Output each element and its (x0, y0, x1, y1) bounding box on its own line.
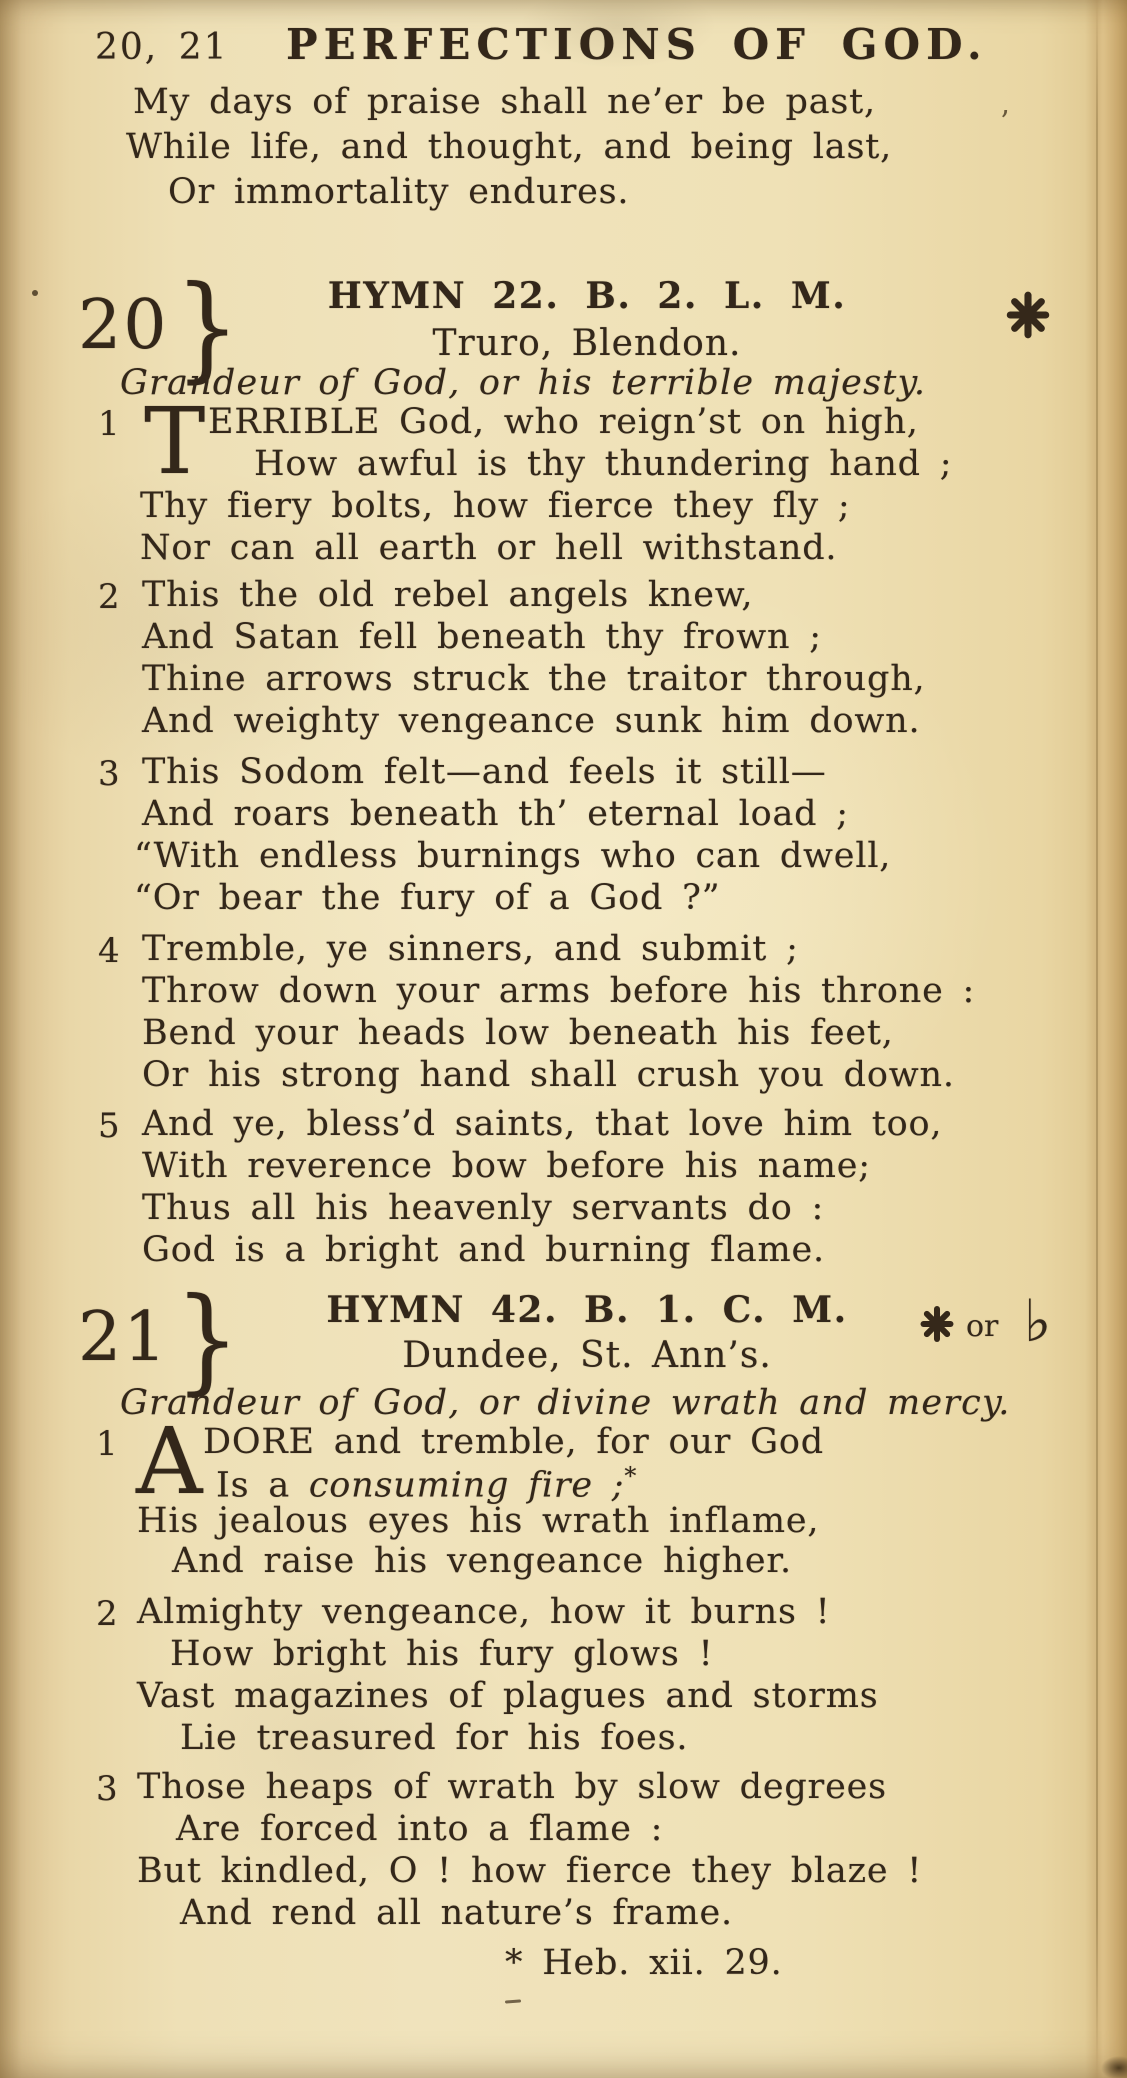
ink-smudge (505, 1999, 521, 2003)
verse-line: Those heaps of wrath by slow degrees (137, 1767, 887, 1807)
verse-line: How awful is thy thundering hand ; (254, 444, 953, 484)
hymn-tunes: Truro, Blendon. (432, 323, 742, 364)
verse-line: ERRIBLE God, who reign’st on high, (208, 402, 919, 442)
stray-ink-mark: ’ (1000, 105, 1010, 140)
verse-line: Vast magazines of plagues and storms (137, 1676, 879, 1716)
verse-number: 1 (96, 1424, 118, 1464)
verse-line: DORE and tremble, for our God (203, 1422, 824, 1462)
hymn-tunes: Dundee, St. Ann’s. (402, 1335, 772, 1376)
verse-line: God is a bright and burning flame. (142, 1230, 825, 1270)
verse-number: 4 (98, 931, 120, 971)
verse-line: Throw down your arms before his throne : (142, 971, 976, 1011)
hymn-subtitle: Grandeur of God, or his terrible majesty. (120, 363, 927, 403)
verse-line: Thus all his heavenly servants do : (142, 1188, 825, 1228)
stray-ink-dot (32, 290, 38, 296)
verse-line: And raise his vengeance higher. (172, 1541, 792, 1581)
symbol-or-label: or (966, 1309, 999, 1344)
verse-number: 5 (98, 1106, 120, 1146)
drop-cap: T (144, 388, 206, 495)
verse-line: But kindled, O ! how fierce they blaze ! (137, 1851, 923, 1891)
star-symbol-icon (1003, 288, 1053, 342)
verse-line: Thine arrows struck the traitor through, (142, 659, 926, 699)
star-symbol-icon (918, 1303, 956, 1345)
verse-line: Tremble, ye sinners, and submit ; (142, 929, 799, 969)
verse-line: This the old rebel angels knew, (142, 575, 754, 615)
stanza-line: While life, and thought, and being last, (126, 127, 893, 167)
verse-number: 2 (96, 1594, 118, 1634)
verse-line: And weighty vengeance sunk him down. (142, 701, 921, 741)
footnote-marker: * (624, 1462, 637, 1490)
verse-line: Lie treasured for his foes. (180, 1718, 689, 1758)
verse-number: 3 (98, 754, 120, 794)
verse-line (216, 1464, 636, 1504)
hymn-number-brace: } (174, 1273, 240, 1406)
hymn-heading: HYMN 42. B. 1. C. M. (326, 1289, 848, 1331)
verse-number: 1 (98, 404, 120, 444)
flat-symbol-icon: ♭ (1024, 1287, 1052, 1355)
hymn-subtitle: Grandeur of God, or divine wrath and mercy. (120, 1383, 1011, 1423)
hymn-heading: HYMN 22. B. 2. L. M. (327, 275, 847, 317)
verse-number: 3 (96, 1769, 118, 1809)
drop-cap: A (136, 1408, 203, 1515)
verse-line: Thy fiery bolts, how fierce they fly ; (140, 486, 851, 526)
stanza-line: My days of praise shall ne’er be past, (133, 82, 876, 122)
header-page-numbers: 20, 21 (95, 27, 229, 68)
hymn-number: 20 (78, 286, 169, 365)
verse-line: With reverence bow before his name; (142, 1146, 871, 1186)
verse-line: And ye, bless’d saints, that love him too, (142, 1104, 943, 1144)
verse-line: His jealous eyes his wrath inflame, (137, 1501, 820, 1541)
verse-line: How bright his fury glows ! (170, 1634, 714, 1674)
verse-line: And roars beneath th’ eternal load ; (142, 794, 849, 834)
verse-line: “Or bear the fury of a God ?” (134, 878, 721, 918)
running-title: PERFECTIONS OF GOD. (286, 20, 988, 69)
hymn-number: 21 (78, 1298, 169, 1377)
verse-number: 2 (98, 577, 120, 617)
verse-line: Almighty vengeance, how it burns ! (137, 1592, 831, 1632)
hymn-number-block (78, 1273, 243, 1406)
verse-line: Or his strong hand shall crush you down. (142, 1055, 955, 1095)
footnote: * Heb. xii. 29. (505, 1943, 783, 1983)
hymn-number-brace: } (174, 261, 240, 394)
verse-line: This Sodom felt—and feels it still— (142, 752, 827, 792)
scripture-phrase: consuming fire ; (308, 1465, 625, 1506)
verse-line: And Satan fell beneath thy frown ; (142, 617, 822, 657)
line-text: Is a (216, 1465, 309, 1506)
verse-line: And rend all nature’s frame. (180, 1893, 733, 1933)
verse-line: Nor can all earth or hell withstand. (140, 528, 838, 568)
stanza-line: Or immortality endures. (168, 172, 630, 212)
verse-line: Bend your heads low beneath his feet, (142, 1013, 894, 1053)
verse-line: Are forced into a flame : (176, 1809, 664, 1849)
verse-line: “With endless burnings who can dwell, (134, 836, 892, 876)
page-edge-crease (1096, 0, 1098, 2078)
